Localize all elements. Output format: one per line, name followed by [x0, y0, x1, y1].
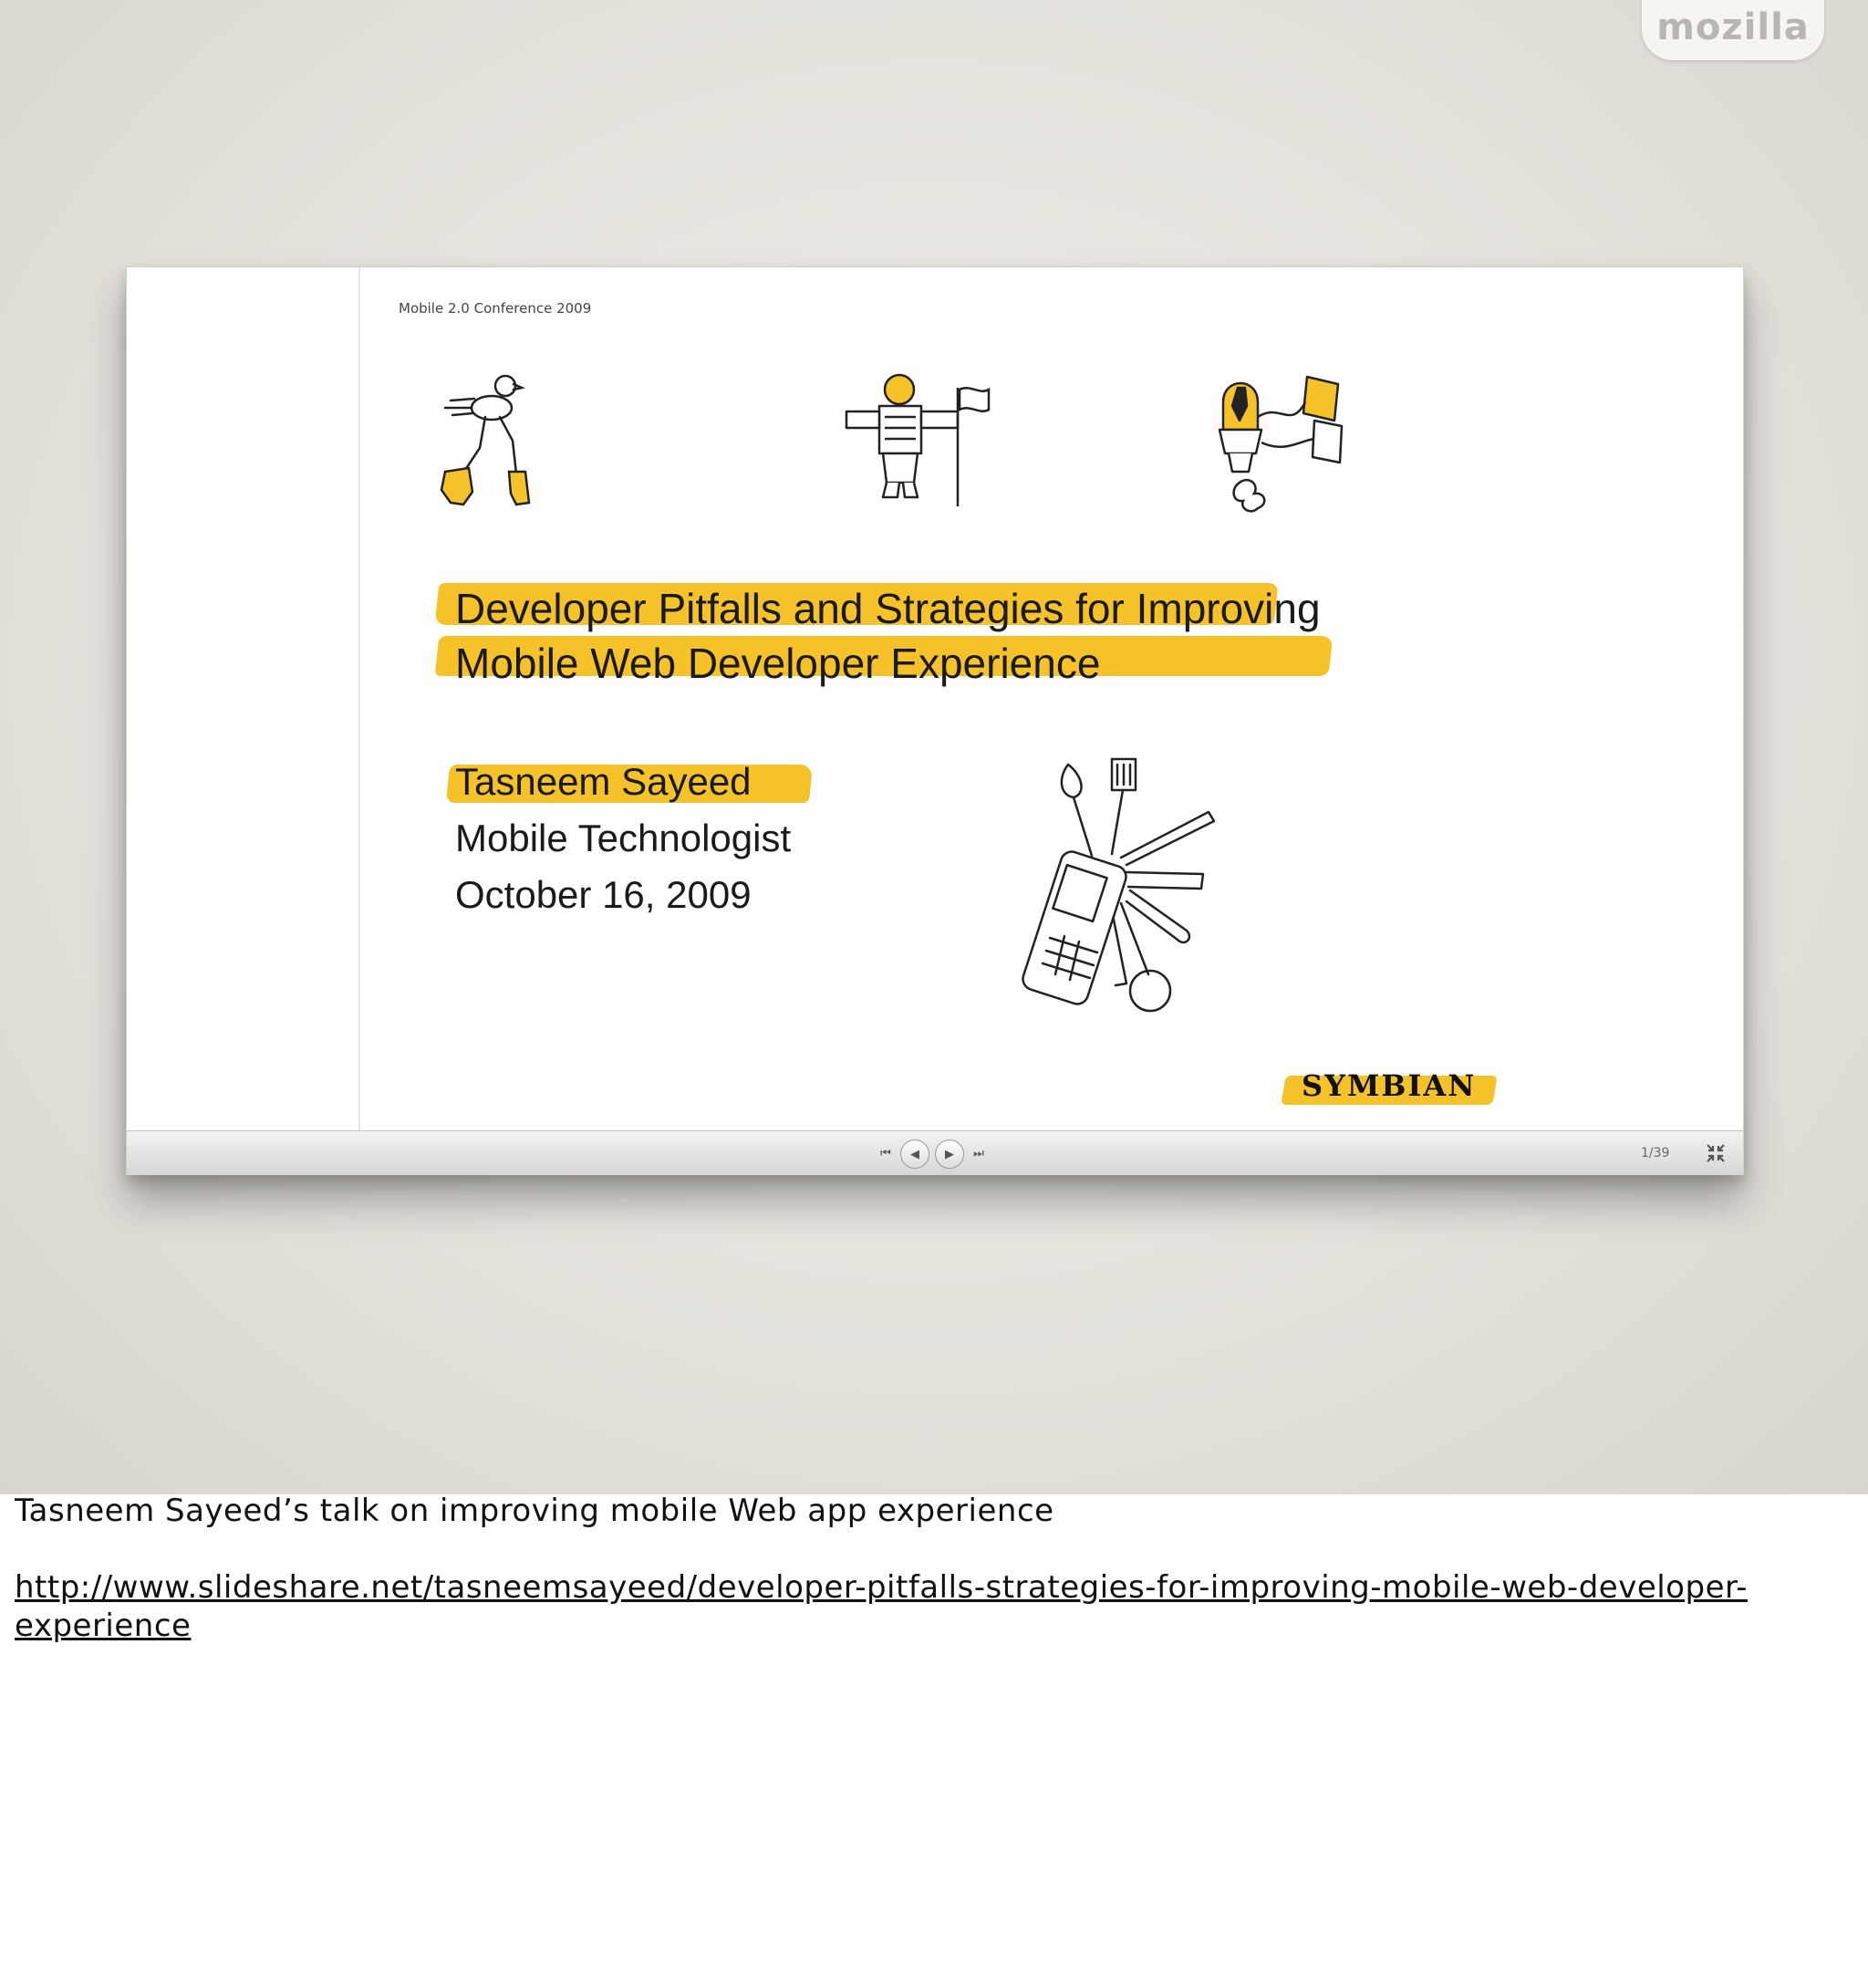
slideshare-link[interactable]	[15, 1568, 1839, 1645]
slide-title	[455, 581, 1321, 691]
next-slide-button[interactable]	[935, 1140, 964, 1169]
talk-date: October 16, 2009	[455, 873, 752, 916]
astronaut-robot-illustration	[843, 369, 998, 515]
mozilla-tab	[1642, 0, 1824, 60]
slideshow-toolbar	[127, 1130, 1743, 1175]
first-slide-icon: ⏮	[880, 1146, 891, 1161]
slide-margin-rule	[358, 267, 360, 1130]
phone-multitool-illustration	[1013, 755, 1232, 1029]
slide	[127, 267, 1743, 1130]
conference-label: Mobile 2.0 Conference 2009	[399, 300, 592, 317]
last-slide-button[interactable]	[970, 1144, 988, 1162]
mozilla-logo: mozilla	[1656, 6, 1810, 48]
link-line: http://www.slideshare.net/tasneemsayeed/developer-pitfalls-strategies-for-improving-mobile-web-developer-	[15, 1569, 1749, 1606]
exit-fullscreen-button[interactable]	[1705, 1142, 1727, 1164]
diver-machine-illustration	[1212, 366, 1367, 521]
speaker-role: Mobile Technologist	[455, 817, 792, 859]
first-slide-button[interactable]	[877, 1144, 895, 1162]
slide-caption: Tasneem Sayeed’s talk on improving mobile Web app experience	[15, 1493, 1054, 1529]
exit-fullscreen-icon	[1705, 1142, 1727, 1164]
prev-slide-button[interactable]	[900, 1140, 929, 1169]
prev-slide-icon: ◀	[910, 1147, 919, 1161]
next-slide-icon: ▶	[945, 1147, 954, 1161]
speaker-name: Tasneem Sayeed	[455, 760, 752, 803]
slide-title-line: Mobile Web Developer Experience	[455, 640, 1101, 687]
link-line: experience	[15, 1608, 192, 1644]
symbian-logo-text: SYMBIAN	[1302, 1068, 1477, 1103]
slide-title-line: Developer Pitfalls and Strategies for Improving	[455, 585, 1321, 632]
last-slide-icon: ⏭	[973, 1146, 984, 1161]
duck-robot-illustration	[432, 366, 560, 521]
symbian-logo	[1283, 1068, 1495, 1108]
slide-counter: 1/39	[1641, 1146, 1670, 1161]
slideshow-viewer	[126, 266, 1744, 1175]
